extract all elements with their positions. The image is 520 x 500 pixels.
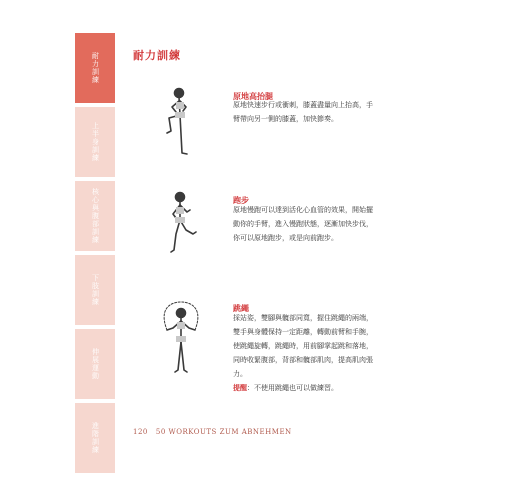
tab-core-abs[interactable] [75,181,115,253]
text-line: 採站姿，雙腳與髖部同寬，握住跳繩的兩端， [233,314,373,322]
text-line: 同時收緊腹部，背部和髖部肌肉，提高肌肉張 [233,356,373,364]
page-title: 耐力訓練 [133,49,181,62]
exercise-description [233,98,373,126]
high-knees-figure-icon [155,85,205,157]
tab-label: 下肢訓練 [91,274,100,306]
tip-label: 提醒 [233,383,247,392]
tab-label: 進階訓練 [91,422,100,454]
book-title: 50 WORKOUTS ZUM ABNEHMEN [155,428,292,436]
page-number: 120 [133,428,148,436]
exercise-title: 原地高抬腿 [233,91,273,101]
tab-label: 耐力訓練 [91,52,100,84]
text-line: 雙手與身體保持一定距離，轉動前臂和手腕， [233,328,373,336]
exercise-description [233,203,373,245]
tip-line [233,381,373,395]
exercise-description [233,311,373,395]
jogging-figure-icon [162,190,202,258]
text-line: 使跳繩旋轉，跳繩時，用前腳掌起跳和落地， [233,342,373,350]
tab-stretching[interactable] [75,329,115,401]
page-footer [133,428,292,436]
text-line: 臂帶向另一側的膝蓋，加快節奏。 [233,115,338,123]
tab-endurance[interactable] [75,33,115,105]
text-line: 動你的手臂，進入慢跑狀態，逐漸加快步伐， [233,220,373,228]
tab-label: 上半身訓練 [91,122,100,162]
tab-label: 伸展運動 [91,348,100,380]
tab-lower-body[interactable] [75,255,115,327]
text-line: 原地快速步行或衝刺，膝蓋盡量向上抬高，手 [233,101,373,109]
text-line: 原地慢跑可以達到活化心血管的效果，開始擺 [233,206,373,214]
tip-text: ：不使用跳繩也可以做練習。 [247,384,338,392]
tab-label: 核心與腹部訓練 [91,188,100,244]
exercise-title: 跳繩 [233,303,249,313]
text-line: 你可以原地跑步，或是向前跑步。 [233,234,338,242]
tab-advanced[interactable] [75,403,115,475]
text-line: 力。 [233,370,247,378]
jump-rope-figure-icon [155,300,207,378]
tab-upper-body[interactable] [75,107,115,179]
exercise-title: 跑步 [233,195,249,205]
